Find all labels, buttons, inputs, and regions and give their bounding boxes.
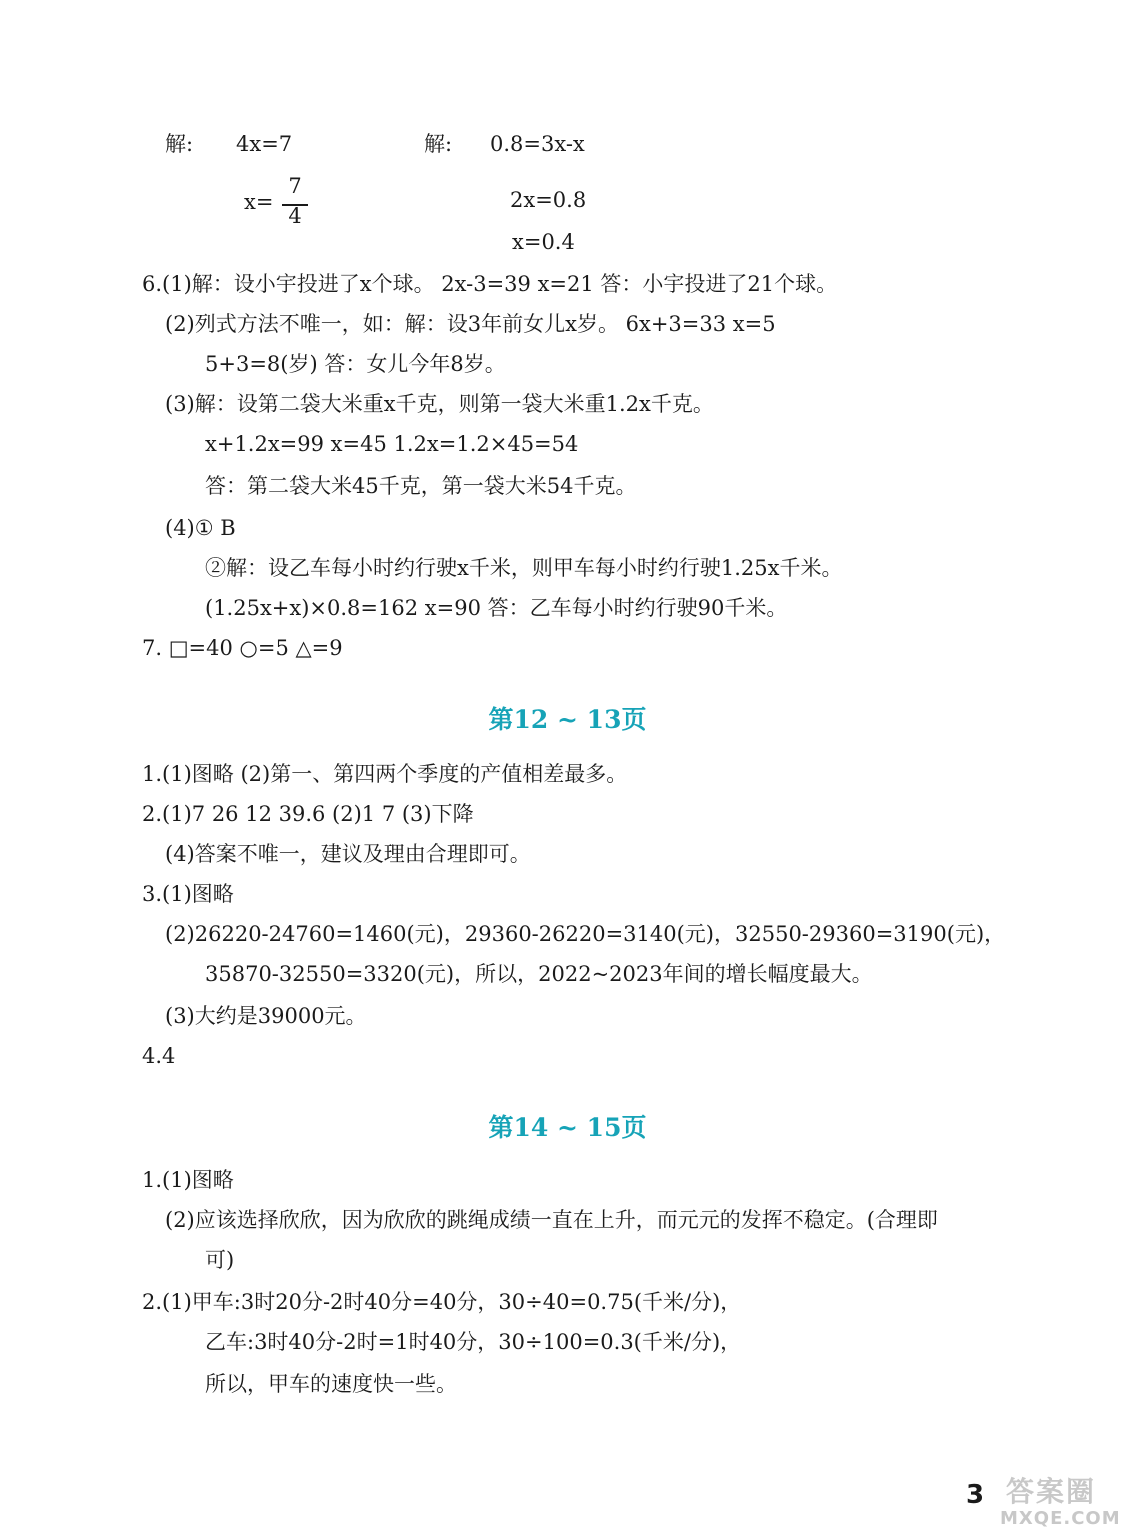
q6-part2-line2: 5+3=8(岁) 答：女儿今年8岁。 <box>205 352 506 376</box>
s2-line6: 所以，甲车的速度快一些。 <box>205 1372 457 1396</box>
solution-label-right: 解: <box>424 132 453 156</box>
watermark-url: MXQE.COM <box>1000 1508 1121 1529</box>
q7-answer: 7. □=40 ○=5 △=9 <box>142 636 343 660</box>
section-heading-14-15: 第14 ~ 15页 <box>488 1113 647 1142</box>
s1-line4: 3.(1)图略 <box>142 882 234 906</box>
q6-part3-line2: x+1.2x=99 x=45 1.2x=1.2×45=54 <box>205 432 579 456</box>
s1-line3: (4)答案不唯一，建议及理由合理即可。 <box>165 842 531 866</box>
q6-part4-line1: (4)① B <box>165 516 236 540</box>
s2-line5: 乙车:3时40分-2时=1时40分，30÷100=0.3(千米/分)， <box>205 1330 742 1354</box>
s2-line1: 1.(1)图略 <box>142 1168 234 1192</box>
solution-label-left: 解: <box>165 132 194 156</box>
fraction-denominator: 4 <box>288 204 302 228</box>
fraction-lhs: x= <box>244 190 274 214</box>
equation-left-line1: 4x=7 <box>236 132 293 156</box>
watermark-logo: 答案圈 <box>1006 1475 1097 1508</box>
section-heading-12-13: 第12 ~ 13页 <box>488 705 647 734</box>
q6-part4-line3: (1.25x+x)×0.8=162 x=90 答：乙车每小时约行驶90千米。 <box>205 596 788 620</box>
equation-right-line3: x=0.4 <box>512 230 575 254</box>
q6-part3-line3: 答：第二袋大米45千克，第一袋大米54千克。 <box>205 474 637 498</box>
s1-line5: (2)26220-24760=1460(元)，29360-26220=3140(元)，32550-29360=3190(元)， <box>165 922 1006 946</box>
q6-part4-line2: ②解：设乙车每小时约行驶x千米，则甲车每小时约行驶1.25x千米。 <box>205 556 843 580</box>
s1-line8: 4.4 <box>142 1044 176 1068</box>
s1-line6: 35870-32550=3320(元)，所以，2022~2023年间的增长幅度最大。 <box>205 962 873 986</box>
s2-line4: 2.(1)甲车:3时20分-2时40分=40分，30÷40=0.75(千米/分)， <box>142 1290 742 1314</box>
s1-line1: 1.(1)图略 (2)第一、第四两个季度的产值相差最多。 <box>142 762 628 786</box>
fraction-numerator: 7 <box>288 174 302 198</box>
s1-line7: (3)大约是39000元。 <box>165 1004 367 1028</box>
s2-line3: 可) <box>205 1248 235 1272</box>
page-number: 3 <box>966 1480 985 1510</box>
q6-part2-line1: (2)列式方法不唯一，如：解：设3年前女儿x岁。 6x+3=33 x=5 <box>165 312 776 336</box>
equation-right-line2: 2x=0.8 <box>510 188 587 212</box>
equation-right-line1: 0.8=3x-x <box>490 132 585 156</box>
q6-part1: 6.(1)解：设小宇投进了x个球。 2x-3=39 x=21 答：小宇投进了21个球。 <box>142 272 838 296</box>
q6-part3-line1: (3)解：设第二袋大米重x千克，则第一袋大米重1.2x千克。 <box>165 392 714 416</box>
watermark <box>1000 1470 1130 1532</box>
s1-line2: 2.(1)7 26 12 39.6 (2)1 7 (3)下降 <box>142 802 474 826</box>
s2-line2: (2)应该选择欣欣，因为欣欣的跳绳成绩一直在上升，而元元的发挥不稳定。(合理即 <box>165 1208 938 1232</box>
fraction-answer <box>244 176 364 232</box>
